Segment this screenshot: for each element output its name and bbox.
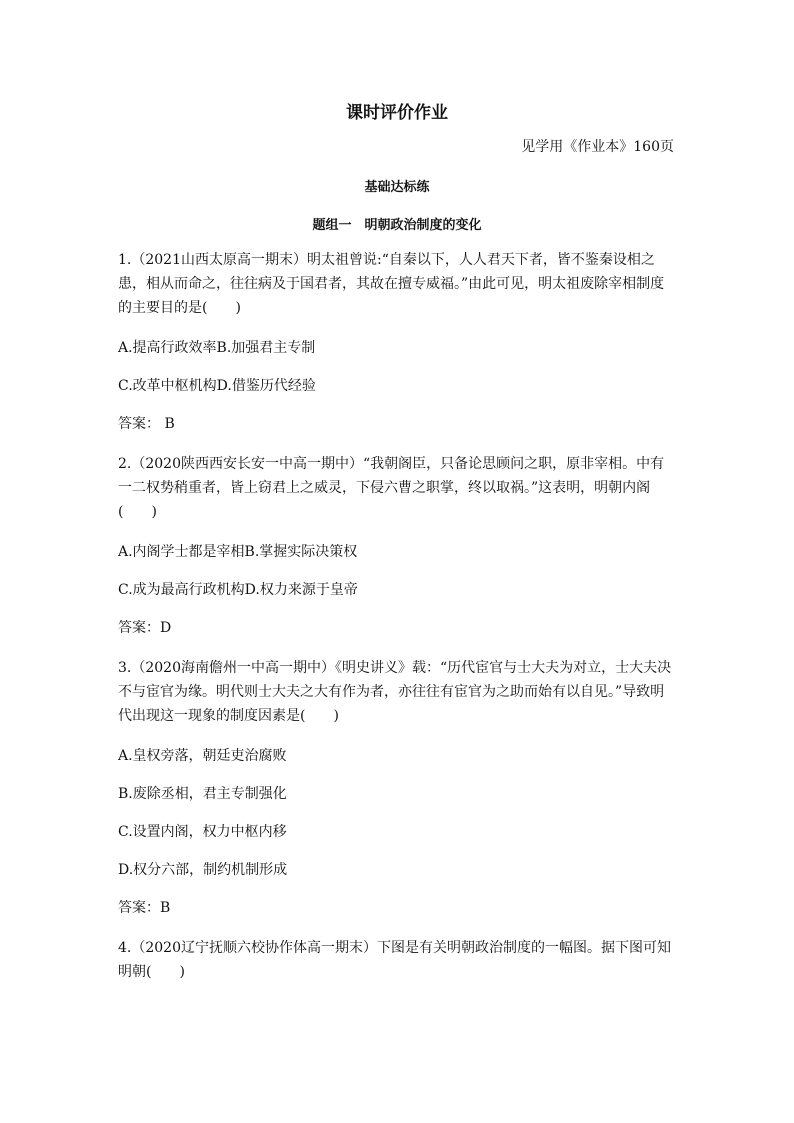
question-2-answer: 答案：D bbox=[118, 620, 172, 636]
question-4-text: 4.（2020辽宁抚顺六校协作体高一期末）下图是有关明朝政治制度的一幅图。据下图可知明朝( ) bbox=[118, 940, 671, 980]
workbook-reference: 见学用《作业本》160页 bbox=[521, 139, 674, 155]
question-3-answer: 答案：B bbox=[118, 900, 171, 916]
question-2-text: 2.（2020陕西西安长安一中高一期中）“我朝阁臣，只备论思顾问之职，原非宰相。中有一二权势稍重者，皆上窃君上之威灵，下侵六曹之职掌，终以取祸。”这表明，明朝内阁( ) bbox=[118, 456, 665, 520]
question-1-answer: 答案： B bbox=[118, 416, 175, 432]
question-1-option-row-2: C.改革中枢机构D.借鉴历代经验 bbox=[118, 378, 316, 394]
question-3-option-b: B.废除丞相，君主专制强化 bbox=[118, 786, 287, 802]
section-heading-group: 题组一 明朝政治制度的变化 bbox=[312, 218, 482, 233]
question-1-text: 1.（2021山西太原高一期末）明太祖曾说:“自秦以下，人人君天下者，皆不鉴秦设相之患，相从而命之，往往病及于国君者，其故在擅专威福。”由此可见，明太祖废除宰相制度的主要目的是( ) bbox=[118, 252, 665, 316]
section-heading-level: 基础达标练 bbox=[364, 180, 430, 195]
question-3-text: 3.（2020海南儋州一中高一期中）《明史讲义》载：“历代宦官与士大夫为对立，士大夫决不与宦官为缘。明代则士大夫之大有作为者，亦往往有宦官为之助而始有以自见。”导致明代出现这一现象的制度因素是( ) bbox=[118, 660, 672, 724]
question-2-option-row-1: A.内阁学士都是宰相B.掌握实际决策权 bbox=[118, 544, 358, 560]
question-3-option-a: A.皇权旁落，朝廷吏治腐败 bbox=[118, 748, 287, 764]
question-3-option-c: C.设置内阁，权力中枢内移 bbox=[118, 824, 287, 840]
page-title: 课时评价作业 bbox=[346, 103, 448, 123]
question-3-option-d: D.权分六部，制约机制形成 bbox=[118, 862, 288, 878]
question-list bbox=[118, 248, 678, 984]
question-2-option-row-2: C.成为最高行政机构D.权力来源于皇帝 bbox=[118, 582, 358, 598]
question-1-option-row-1: A.提高行政效率B.加强君主专制 bbox=[118, 340, 316, 356]
